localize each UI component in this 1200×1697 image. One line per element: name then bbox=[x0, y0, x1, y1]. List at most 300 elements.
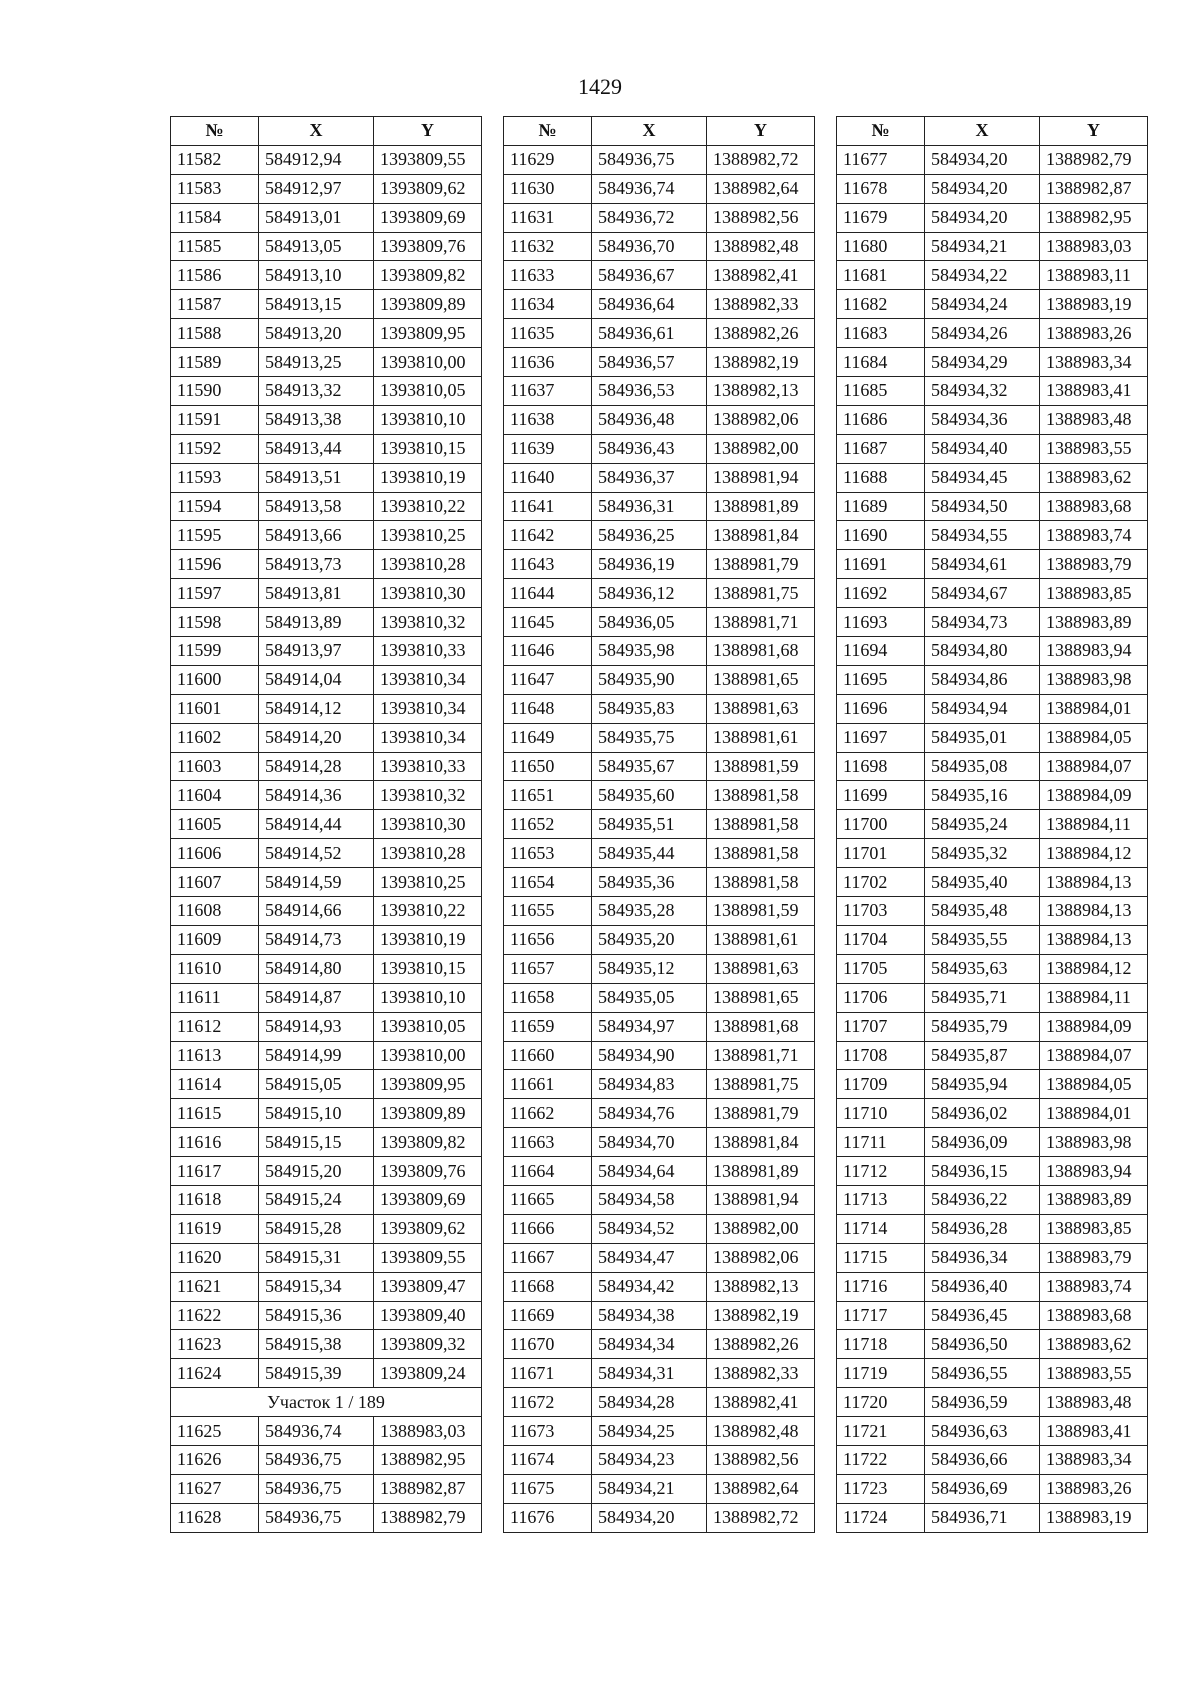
x-coordinate-cell: 584934,20 bbox=[592, 1503, 707, 1532]
table-row bbox=[171, 983, 482, 1012]
point-number-cell: 11613 bbox=[171, 1041, 259, 1070]
x-coordinate-cell: 584936,15 bbox=[925, 1157, 1040, 1186]
table-row bbox=[171, 1359, 482, 1388]
point-number-cell: 11719 bbox=[837, 1359, 925, 1388]
point-number-cell: 11611 bbox=[171, 983, 259, 1012]
point-number-cell: 11645 bbox=[504, 608, 592, 637]
y-coordinate-cell: 1388982,00 bbox=[707, 1214, 815, 1243]
y-coordinate-cell: 1388981,89 bbox=[707, 492, 815, 521]
x-coordinate-cell: 584935,87 bbox=[925, 1041, 1040, 1070]
x-coordinate-cell: 584935,12 bbox=[592, 954, 707, 983]
y-coordinate-cell: 1393810,25 bbox=[374, 868, 482, 897]
x-coordinate-cell: 584936,28 bbox=[925, 1214, 1040, 1243]
point-number-cell: 11713 bbox=[837, 1185, 925, 1214]
y-coordinate-cell: 1393809,24 bbox=[374, 1359, 482, 1388]
point-number-cell: 11690 bbox=[837, 521, 925, 550]
x-coordinate-cell: 584915,28 bbox=[259, 1214, 374, 1243]
table-row bbox=[837, 1301, 1148, 1330]
x-coordinate-cell: 584936,72 bbox=[592, 203, 707, 232]
x-coordinate-cell: 584936,48 bbox=[592, 405, 707, 434]
table-row bbox=[171, 1330, 482, 1359]
y-coordinate-cell: 1388982,33 bbox=[707, 1359, 815, 1388]
y-coordinate-cell: 1393809,69 bbox=[374, 203, 482, 232]
y-coordinate-cell: 1388984,13 bbox=[1040, 897, 1148, 926]
point-number-cell: 11605 bbox=[171, 810, 259, 839]
point-number-cell: 11588 bbox=[171, 319, 259, 348]
table-row bbox=[171, 781, 482, 810]
point-number-cell: 11589 bbox=[171, 348, 259, 377]
x-coordinate-cell: 584935,20 bbox=[592, 925, 707, 954]
x-coordinate-cell: 584934,45 bbox=[925, 463, 1040, 492]
y-coordinate-cell: 1388982,95 bbox=[374, 1445, 482, 1474]
coordinates-table-3 bbox=[836, 116, 1148, 1533]
table-row bbox=[504, 752, 815, 781]
y-coordinate-cell: 1393810,05 bbox=[374, 1012, 482, 1041]
point-number-cell: 11598 bbox=[171, 608, 259, 637]
x-coordinate-cell: 584934,73 bbox=[925, 608, 1040, 637]
table-row bbox=[504, 348, 815, 377]
point-number-cell: 11595 bbox=[171, 521, 259, 550]
point-number-cell: 11673 bbox=[504, 1417, 592, 1446]
point-number-cell: 11654 bbox=[504, 868, 592, 897]
x-coordinate-cell: 584934,83 bbox=[592, 1070, 707, 1099]
y-coordinate-cell: 1393810,32 bbox=[374, 608, 482, 637]
y-coordinate-cell: 1388983,34 bbox=[1040, 1445, 1148, 1474]
point-number-cell: 11677 bbox=[837, 145, 925, 174]
point-number-cell: 11644 bbox=[504, 579, 592, 608]
table-row bbox=[171, 1301, 482, 1330]
y-coordinate-cell: 1388983,48 bbox=[1040, 1388, 1148, 1417]
x-coordinate-cell: 584936,55 bbox=[925, 1359, 1040, 1388]
table-row bbox=[504, 1503, 815, 1532]
table-row bbox=[837, 810, 1148, 839]
point-number-cell: 11701 bbox=[837, 839, 925, 868]
point-number-cell: 11625 bbox=[171, 1417, 259, 1446]
y-coordinate-cell: 1388983,41 bbox=[1040, 377, 1148, 406]
header-x: X bbox=[592, 117, 707, 146]
table-row bbox=[171, 1157, 482, 1186]
y-coordinate-cell: 1388983,85 bbox=[1040, 1214, 1148, 1243]
y-coordinate-cell: 1388982,13 bbox=[707, 377, 815, 406]
point-number-cell: 11655 bbox=[504, 897, 592, 926]
y-coordinate-cell: 1393809,89 bbox=[374, 290, 482, 319]
page-number: 1429 bbox=[578, 74, 622, 99]
table-row bbox=[504, 1330, 815, 1359]
table-row bbox=[837, 232, 1148, 261]
point-number-cell: 11582 bbox=[171, 145, 259, 174]
point-number-cell: 11607 bbox=[171, 868, 259, 897]
table-row bbox=[837, 1417, 1148, 1446]
x-coordinate-cell: 584936,69 bbox=[925, 1474, 1040, 1503]
y-coordinate-cell: 1393810,33 bbox=[374, 752, 482, 781]
point-number-cell: 11661 bbox=[504, 1070, 592, 1099]
y-coordinate-cell: 1388982,56 bbox=[707, 1445, 815, 1474]
y-coordinate-cell: 1388983,34 bbox=[1040, 348, 1148, 377]
x-coordinate-cell: 584912,97 bbox=[259, 174, 374, 203]
y-coordinate-cell: 1388983,03 bbox=[1040, 232, 1148, 261]
table-row bbox=[504, 1243, 815, 1272]
x-coordinate-cell: 584936,57 bbox=[592, 348, 707, 377]
x-coordinate-cell: 584936,31 bbox=[592, 492, 707, 521]
table-row bbox=[171, 463, 482, 492]
table-row bbox=[171, 1099, 482, 1128]
x-coordinate-cell: 584936,05 bbox=[592, 608, 707, 637]
y-coordinate-cell: 1388981,84 bbox=[707, 1128, 815, 1157]
coordinates-table-1 bbox=[170, 116, 482, 1533]
table-row bbox=[837, 1243, 1148, 1272]
table-row bbox=[171, 1185, 482, 1214]
x-coordinate-cell: 584915,20 bbox=[259, 1157, 374, 1186]
point-number-cell: 11672 bbox=[504, 1388, 592, 1417]
table-row bbox=[837, 550, 1148, 579]
point-number-cell: 11675 bbox=[504, 1474, 592, 1503]
y-coordinate-cell: 1388983,74 bbox=[1040, 1272, 1148, 1301]
x-coordinate-cell: 584935,40 bbox=[925, 868, 1040, 897]
y-coordinate-cell: 1388982,06 bbox=[707, 405, 815, 434]
x-coordinate-cell: 584935,55 bbox=[925, 925, 1040, 954]
table-row bbox=[171, 232, 482, 261]
point-number-cell: 11705 bbox=[837, 954, 925, 983]
point-number-cell: 11600 bbox=[171, 665, 259, 694]
table-row bbox=[171, 810, 482, 839]
point-number-cell: 11630 bbox=[504, 174, 592, 203]
x-coordinate-cell: 584935,83 bbox=[592, 694, 707, 723]
x-coordinate-cell: 584913,05 bbox=[259, 232, 374, 261]
table-row bbox=[837, 897, 1148, 926]
x-coordinate-cell: 584914,36 bbox=[259, 781, 374, 810]
x-coordinate-cell: 584934,86 bbox=[925, 665, 1040, 694]
point-number-cell: 11615 bbox=[171, 1099, 259, 1128]
y-coordinate-cell: 1388981,61 bbox=[707, 925, 815, 954]
table-header-row bbox=[171, 117, 482, 146]
x-coordinate-cell: 584935,05 bbox=[592, 983, 707, 1012]
point-number-cell: 11609 bbox=[171, 925, 259, 954]
y-coordinate-cell: 1388982,13 bbox=[707, 1272, 815, 1301]
point-number-cell: 11619 bbox=[171, 1214, 259, 1243]
x-coordinate-cell: 584914,80 bbox=[259, 954, 374, 983]
point-number-cell: 11674 bbox=[504, 1445, 592, 1474]
table-row bbox=[504, 377, 815, 406]
point-number-cell: 11639 bbox=[504, 434, 592, 463]
x-coordinate-cell: 584913,81 bbox=[259, 579, 374, 608]
x-coordinate-cell: 584914,66 bbox=[259, 897, 374, 926]
table-row bbox=[171, 579, 482, 608]
point-number-cell: 11606 bbox=[171, 839, 259, 868]
x-coordinate-cell: 584934,80 bbox=[925, 637, 1040, 666]
y-coordinate-cell: 1388984,05 bbox=[1040, 1070, 1148, 1099]
point-number-cell: 11668 bbox=[504, 1272, 592, 1301]
y-coordinate-cell: 1388983,62 bbox=[1040, 1330, 1148, 1359]
table-row bbox=[171, 839, 482, 868]
y-coordinate-cell: 1388983,55 bbox=[1040, 1359, 1148, 1388]
table-row bbox=[171, 521, 482, 550]
x-coordinate-cell: 584913,20 bbox=[259, 319, 374, 348]
table-row bbox=[837, 434, 1148, 463]
y-coordinate-cell: 1393810,34 bbox=[374, 694, 482, 723]
point-number-cell: 11680 bbox=[837, 232, 925, 261]
x-coordinate-cell: 584934,36 bbox=[925, 405, 1040, 434]
y-coordinate-cell: 1388983,79 bbox=[1040, 1243, 1148, 1272]
table-row bbox=[504, 1474, 815, 1503]
y-coordinate-cell: 1388983,48 bbox=[1040, 405, 1148, 434]
point-number-cell: 11587 bbox=[171, 290, 259, 319]
x-coordinate-cell: 584913,10 bbox=[259, 261, 374, 290]
x-coordinate-cell: 584934,67 bbox=[925, 579, 1040, 608]
y-coordinate-cell: 1388983,68 bbox=[1040, 492, 1148, 521]
table-row bbox=[171, 897, 482, 926]
x-coordinate-cell: 584934,90 bbox=[592, 1041, 707, 1070]
table-row bbox=[837, 290, 1148, 319]
table-row bbox=[171, 752, 482, 781]
y-coordinate-cell: 1393810,15 bbox=[374, 954, 482, 983]
x-coordinate-cell: 584936,43 bbox=[592, 434, 707, 463]
point-number-cell: 11590 bbox=[171, 377, 259, 406]
y-coordinate-cell: 1388982,56 bbox=[707, 203, 815, 232]
x-coordinate-cell: 584934,34 bbox=[592, 1330, 707, 1359]
y-coordinate-cell: 1388982,19 bbox=[707, 348, 815, 377]
point-number-cell: 11629 bbox=[504, 145, 592, 174]
x-coordinate-cell: 584935,48 bbox=[925, 897, 1040, 926]
table-row bbox=[837, 579, 1148, 608]
x-coordinate-cell: 584914,99 bbox=[259, 1041, 374, 1070]
x-coordinate-cell: 584915,31 bbox=[259, 1243, 374, 1272]
table-row bbox=[837, 665, 1148, 694]
header-y: Y bbox=[374, 117, 482, 146]
point-number-cell: 11649 bbox=[504, 723, 592, 752]
table-row bbox=[171, 608, 482, 637]
x-coordinate-cell: 584935,79 bbox=[925, 1012, 1040, 1041]
x-coordinate-cell: 584914,44 bbox=[259, 810, 374, 839]
table-row bbox=[504, 203, 815, 232]
point-number-cell: 11679 bbox=[837, 203, 925, 232]
table-row bbox=[837, 145, 1148, 174]
y-coordinate-cell: 1388981,79 bbox=[707, 550, 815, 579]
point-number-cell: 11618 bbox=[171, 1185, 259, 1214]
x-coordinate-cell: 584936,34 bbox=[925, 1243, 1040, 1272]
table-row bbox=[837, 1185, 1148, 1214]
y-coordinate-cell: 1388983,26 bbox=[1040, 319, 1148, 348]
x-coordinate-cell: 584934,76 bbox=[592, 1099, 707, 1128]
table-header-row bbox=[504, 117, 815, 146]
y-coordinate-cell: 1388984,11 bbox=[1040, 983, 1148, 1012]
y-coordinate-cell: 1388981,79 bbox=[707, 1099, 815, 1128]
x-coordinate-cell: 584914,59 bbox=[259, 868, 374, 897]
point-number-cell: 11594 bbox=[171, 492, 259, 521]
x-coordinate-cell: 584934,40 bbox=[925, 434, 1040, 463]
table-row bbox=[171, 925, 482, 954]
point-number-cell: 11671 bbox=[504, 1359, 592, 1388]
point-number-cell: 11666 bbox=[504, 1214, 592, 1243]
table-row bbox=[837, 405, 1148, 434]
point-number-cell: 11706 bbox=[837, 983, 925, 1012]
table-row bbox=[504, 1359, 815, 1388]
point-number-cell: 11695 bbox=[837, 665, 925, 694]
y-coordinate-cell: 1388982,00 bbox=[707, 434, 815, 463]
table-row bbox=[504, 781, 815, 810]
point-number-cell: 11709 bbox=[837, 1070, 925, 1099]
x-coordinate-cell: 584936,02 bbox=[925, 1099, 1040, 1128]
y-coordinate-cell: 1388982,19 bbox=[707, 1301, 815, 1330]
x-coordinate-cell: 584936,66 bbox=[925, 1445, 1040, 1474]
y-coordinate-cell: 1388984,13 bbox=[1040, 925, 1148, 954]
point-number-cell: 11683 bbox=[837, 319, 925, 348]
y-coordinate-cell: 1393809,55 bbox=[374, 145, 482, 174]
point-number-cell: 11623 bbox=[171, 1330, 259, 1359]
point-number-cell: 11676 bbox=[504, 1503, 592, 1532]
point-number-cell: 11681 bbox=[837, 261, 925, 290]
y-coordinate-cell: 1388981,58 bbox=[707, 781, 815, 810]
table-row bbox=[171, 145, 482, 174]
y-coordinate-cell: 1388983,74 bbox=[1040, 521, 1148, 550]
point-number-cell: 11603 bbox=[171, 752, 259, 781]
y-coordinate-cell: 1388981,63 bbox=[707, 954, 815, 983]
point-number-cell: 11714 bbox=[837, 1214, 925, 1243]
table-row bbox=[837, 1214, 1148, 1243]
point-number-cell: 11624 bbox=[171, 1359, 259, 1388]
y-coordinate-cell: 1388984,09 bbox=[1040, 1012, 1148, 1041]
point-number-cell: 11631 bbox=[504, 203, 592, 232]
table-row bbox=[171, 723, 482, 752]
point-number-cell: 11662 bbox=[504, 1099, 592, 1128]
x-coordinate-cell: 584914,12 bbox=[259, 694, 374, 723]
y-coordinate-cell: 1388983,62 bbox=[1040, 463, 1148, 492]
x-coordinate-cell: 584935,36 bbox=[592, 868, 707, 897]
coordinates-table-2 bbox=[503, 116, 815, 1533]
y-coordinate-cell: 1388984,09 bbox=[1040, 781, 1148, 810]
table-row bbox=[504, 1099, 815, 1128]
x-coordinate-cell: 584934,55 bbox=[925, 521, 1040, 550]
table-row bbox=[837, 1272, 1148, 1301]
point-number-cell: 11708 bbox=[837, 1041, 925, 1070]
x-coordinate-cell: 584935,24 bbox=[925, 810, 1040, 839]
point-number-cell: 11698 bbox=[837, 752, 925, 781]
x-coordinate-cell: 584935,51 bbox=[592, 810, 707, 839]
x-coordinate-cell: 584934,70 bbox=[592, 1128, 707, 1157]
x-coordinate-cell: 584934,24 bbox=[925, 290, 1040, 319]
table-row bbox=[837, 781, 1148, 810]
x-coordinate-cell: 584936,70 bbox=[592, 232, 707, 261]
y-coordinate-cell: 1393810,22 bbox=[374, 492, 482, 521]
table-row bbox=[504, 232, 815, 261]
table-row bbox=[504, 463, 815, 492]
y-coordinate-cell: 1393810,19 bbox=[374, 925, 482, 954]
point-number-cell: 11614 bbox=[171, 1070, 259, 1099]
table-row bbox=[504, 290, 815, 319]
y-coordinate-cell: 1388981,58 bbox=[707, 810, 815, 839]
y-coordinate-cell: 1393810,28 bbox=[374, 550, 482, 579]
table-row bbox=[171, 1272, 482, 1301]
x-coordinate-cell: 584914,93 bbox=[259, 1012, 374, 1041]
x-coordinate-cell: 584934,23 bbox=[592, 1445, 707, 1474]
point-number-cell: 11652 bbox=[504, 810, 592, 839]
x-coordinate-cell: 584936,71 bbox=[925, 1503, 1040, 1532]
point-number-cell: 11593 bbox=[171, 463, 259, 492]
x-coordinate-cell: 584934,21 bbox=[925, 232, 1040, 261]
point-number-cell: 11632 bbox=[504, 232, 592, 261]
point-number-cell: 11707 bbox=[837, 1012, 925, 1041]
point-number-cell: 11583 bbox=[171, 174, 259, 203]
table-row bbox=[171, 203, 482, 232]
y-coordinate-cell: 1388981,68 bbox=[707, 637, 815, 666]
point-number-cell: 11678 bbox=[837, 174, 925, 203]
table-row bbox=[837, 1445, 1148, 1474]
point-number-cell: 11717 bbox=[837, 1301, 925, 1330]
y-coordinate-cell: 1393809,32 bbox=[374, 1330, 482, 1359]
x-coordinate-cell: 584936,61 bbox=[592, 319, 707, 348]
point-number-cell: 11704 bbox=[837, 925, 925, 954]
x-coordinate-cell: 584936,74 bbox=[592, 174, 707, 203]
point-number-cell: 11620 bbox=[171, 1243, 259, 1272]
x-coordinate-cell: 584913,51 bbox=[259, 463, 374, 492]
table-row bbox=[504, 1417, 815, 1446]
y-coordinate-cell: 1388981,89 bbox=[707, 1157, 815, 1186]
x-coordinate-cell: 584913,25 bbox=[259, 348, 374, 377]
point-number-cell: 11700 bbox=[837, 810, 925, 839]
point-number-cell: 11616 bbox=[171, 1128, 259, 1157]
point-number-cell: 11601 bbox=[171, 694, 259, 723]
table-row bbox=[171, 1445, 482, 1474]
table-row bbox=[504, 319, 815, 348]
y-coordinate-cell: 1388982,72 bbox=[707, 1503, 815, 1532]
y-coordinate-cell: 1388981,68 bbox=[707, 1012, 815, 1041]
x-coordinate-cell: 584934,47 bbox=[592, 1243, 707, 1272]
point-number-cell: 11682 bbox=[837, 290, 925, 319]
table-row bbox=[504, 694, 815, 723]
x-coordinate-cell: 584915,10 bbox=[259, 1099, 374, 1128]
y-coordinate-cell: 1388981,94 bbox=[707, 1185, 815, 1214]
y-coordinate-cell: 1388982,26 bbox=[707, 1330, 815, 1359]
y-coordinate-cell: 1393810,30 bbox=[374, 810, 482, 839]
x-coordinate-cell: 584934,28 bbox=[592, 1388, 707, 1417]
x-coordinate-cell: 584934,26 bbox=[925, 319, 1040, 348]
x-coordinate-cell: 584915,24 bbox=[259, 1185, 374, 1214]
point-number-cell: 11586 bbox=[171, 261, 259, 290]
y-coordinate-cell: 1388982,41 bbox=[707, 1388, 815, 1417]
x-coordinate-cell: 584935,01 bbox=[925, 723, 1040, 752]
table-row bbox=[504, 723, 815, 752]
point-number-cell: 11635 bbox=[504, 319, 592, 348]
point-number-cell: 11685 bbox=[837, 377, 925, 406]
x-coordinate-cell: 584934,42 bbox=[592, 1272, 707, 1301]
header-number: № bbox=[837, 117, 925, 146]
x-coordinate-cell: 584934,32 bbox=[925, 377, 1040, 406]
table-row bbox=[504, 637, 815, 666]
x-coordinate-cell: 584936,67 bbox=[592, 261, 707, 290]
point-number-cell: 11715 bbox=[837, 1243, 925, 1272]
point-number-cell: 11633 bbox=[504, 261, 592, 290]
point-number-cell: 11637 bbox=[504, 377, 592, 406]
x-coordinate-cell: 584935,44 bbox=[592, 839, 707, 868]
y-coordinate-cell: 1388981,59 bbox=[707, 897, 815, 926]
y-coordinate-cell: 1388983,98 bbox=[1040, 1128, 1148, 1157]
point-number-cell: 11640 bbox=[504, 463, 592, 492]
point-number-cell: 11647 bbox=[504, 665, 592, 694]
y-coordinate-cell: 1393809,95 bbox=[374, 319, 482, 348]
table-row bbox=[837, 723, 1148, 752]
y-coordinate-cell: 1388984,11 bbox=[1040, 810, 1148, 839]
point-number-cell: 11641 bbox=[504, 492, 592, 521]
point-number-cell: 11659 bbox=[504, 1012, 592, 1041]
y-coordinate-cell: 1388981,61 bbox=[707, 723, 815, 752]
y-coordinate-cell: 1388984,12 bbox=[1040, 954, 1148, 983]
table-row bbox=[837, 319, 1148, 348]
point-number-cell: 11688 bbox=[837, 463, 925, 492]
x-coordinate-cell: 584936,12 bbox=[592, 579, 707, 608]
y-coordinate-cell: 1388983,94 bbox=[1040, 637, 1148, 666]
table-row bbox=[171, 1474, 482, 1503]
point-number-cell: 11650 bbox=[504, 752, 592, 781]
y-coordinate-cell: 1393809,82 bbox=[374, 261, 482, 290]
